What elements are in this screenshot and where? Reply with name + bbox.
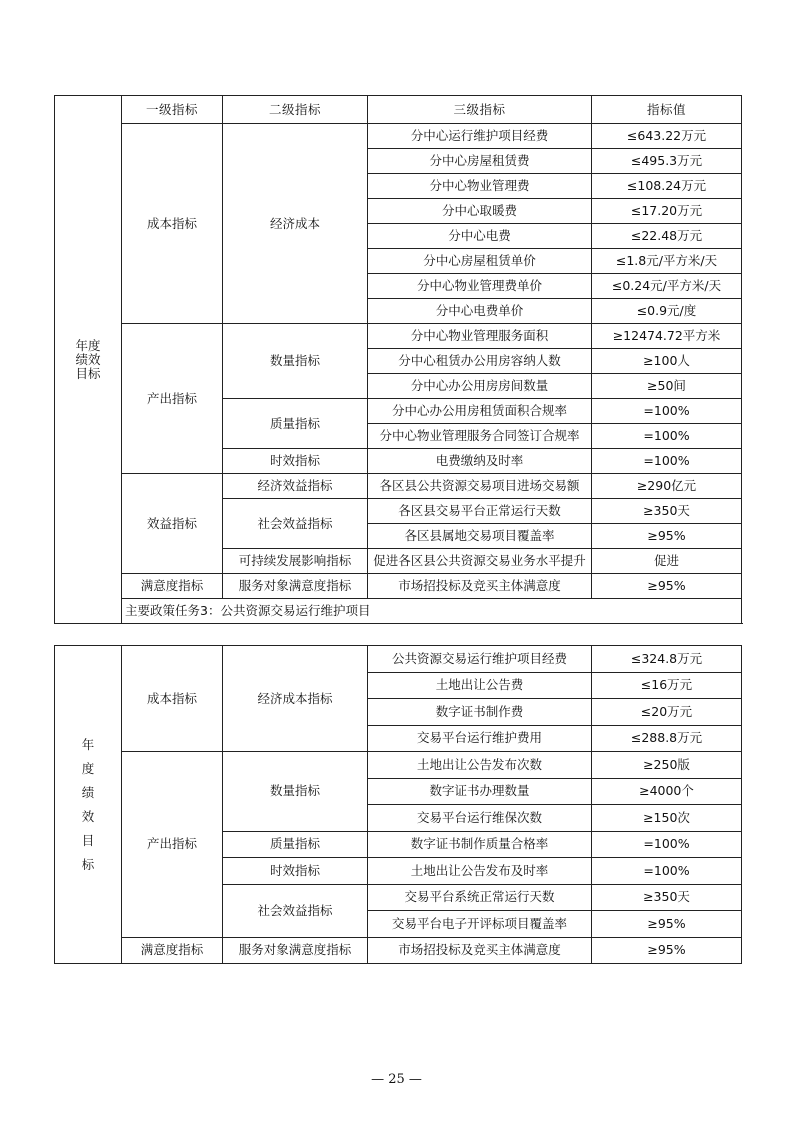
- indicator-name: 分中心租赁办公用房容纳人数: [368, 349, 592, 374]
- indicator-value: =100%: [592, 424, 742, 449]
- level1-cost: 成本指标: [122, 646, 223, 752]
- level2-service-satisfaction: 服务对象满意度指标: [223, 937, 368, 964]
- level2-social-benefit: 社会效益指标: [223, 884, 368, 937]
- indicator-value: =100%: [592, 858, 742, 885]
- performance-table-2: [54, 645, 742, 964]
- indicator-value: ≤16万元: [592, 672, 742, 699]
- indicator-name: 分中心运行维护项目经费: [368, 124, 592, 149]
- section-char: 绩: [81, 784, 95, 800]
- header-level3: 三级指标: [368, 96, 592, 124]
- level1-output: 产出指标: [122, 324, 223, 474]
- indicator-name: 分中心房屋租赁单价: [368, 249, 592, 274]
- indicator-value: ≥100人: [592, 349, 742, 374]
- level1-satisfaction: 满意度指标: [122, 574, 223, 599]
- indicator-name: 分中心办公用房租赁面积合规率: [368, 399, 592, 424]
- level2-sustainable: 可持续发展影响指标: [223, 549, 368, 574]
- indicator-name: 促进各区县公共资源交易业务水平提升: [368, 549, 592, 574]
- indicator-value: ≥95%: [592, 911, 742, 938]
- indicator-name: 交易平台运行维护费用: [368, 725, 592, 752]
- section-char: 度: [81, 760, 95, 776]
- indicator-name: 分中心物业管理费: [368, 174, 592, 199]
- indicator-name: 市场招投标及竞买主体满意度: [368, 937, 592, 964]
- level2-timeliness: 时效指标: [223, 858, 368, 885]
- indicator-value: ≥12474.72平方米: [592, 324, 742, 349]
- section-label-annual-goals: [55, 96, 122, 624]
- indicator-value: =100%: [592, 449, 742, 474]
- level2-economic-cost: 经济成本指标: [223, 646, 368, 752]
- indicator-value: =100%: [592, 399, 742, 424]
- indicator-name: 电费缴纳及时率: [368, 449, 592, 474]
- indicator-name: 分中心电费单价: [368, 299, 592, 324]
- indicator-value: ≤288.8万元: [592, 725, 742, 752]
- section-label-annual-goals: [55, 646, 122, 964]
- performance-table-1: [54, 95, 742, 624]
- indicator-value: ≤643.22万元: [592, 124, 742, 149]
- level2-quality: 质量指标: [223, 399, 368, 449]
- indicator-name: 分中心电费: [368, 224, 592, 249]
- indicator-name: 分中心取暖费: [368, 199, 592, 224]
- indicator-value: ≥250版: [592, 752, 742, 779]
- level2-service-satisfaction: 服务对象满意度指标: [223, 574, 368, 599]
- indicator-name: 公共资源交易运行维护项目经费: [368, 646, 592, 673]
- indicator-name: 各区县交易平台正常运行天数: [368, 499, 592, 524]
- section-line: 目标: [75, 365, 101, 381]
- level2-quality: 质量指标: [223, 831, 368, 858]
- section-line: 年度: [75, 337, 101, 353]
- indicator-name: 市场招投标及竞买主体满意度: [368, 574, 592, 599]
- indicator-value: ≥50间: [592, 374, 742, 399]
- indicator-value: ≤324.8万元: [592, 646, 742, 673]
- indicator-name: 各区县属地交易项目覆盖率: [368, 524, 592, 549]
- indicator-value: ≥290亿元: [592, 474, 742, 499]
- section-char: 年: [81, 736, 95, 752]
- section-char: 标: [81, 856, 95, 872]
- indicator-name: 土地出让公告发布次数: [368, 752, 592, 779]
- page-number: — 25 —: [371, 1072, 422, 1087]
- level2-economic-benefit: 经济效益指标: [223, 474, 368, 499]
- indicator-value: ≤1.8元/平方米/天: [592, 249, 742, 274]
- indicator-name: 土地出让公告发布及时率: [368, 858, 592, 885]
- indicator-value: ≤22.48万元: [592, 224, 742, 249]
- level1-benefit: 效益指标: [122, 474, 223, 574]
- indicator-name: 数字证书制作质量合格率: [368, 831, 592, 858]
- indicator-value: ≥95%: [592, 524, 742, 549]
- indicator-name: 交易平台电子开评标项目覆盖率: [368, 911, 592, 938]
- indicator-value: 促进: [592, 549, 742, 574]
- indicator-value: ≤0.24元/平方米/天: [592, 274, 742, 299]
- indicator-name: 土地出让公告费: [368, 672, 592, 699]
- header-level1: 一级指标: [122, 96, 223, 124]
- indicator-name: 交易平台系统正常运行天数: [368, 884, 592, 911]
- indicator-name: 分中心物业管理服务面积: [368, 324, 592, 349]
- indicator-name: 各区县公共资源交易项目进场交易额: [368, 474, 592, 499]
- indicator-value: ≥95%: [592, 574, 742, 599]
- level1-output: 产出指标: [122, 752, 223, 938]
- indicator-value: =100%: [592, 831, 742, 858]
- indicator-value: ≤17.20万元: [592, 199, 742, 224]
- indicator-value: ≤495.3万元: [592, 149, 742, 174]
- header-level2: 二级指标: [223, 96, 368, 124]
- indicator-name: 数字证书办理数量: [368, 778, 592, 805]
- policy-task-banner: 主要政策任务3：公共资源交易运行维护项目: [122, 599, 742, 624]
- level2-social-benefit: 社会效益指标: [223, 499, 368, 549]
- level2-quantity: 数量指标: [223, 752, 368, 832]
- indicator-name: 分中心物业管理服务合同签订合规率: [368, 424, 592, 449]
- level2-quantity: 数量指标: [223, 324, 368, 399]
- section-char: 效: [81, 808, 95, 824]
- indicator-name: 分中心物业管理费单价: [368, 274, 592, 299]
- indicator-value: ≥4000个: [592, 778, 742, 805]
- level1-satisfaction: 满意度指标: [122, 937, 223, 964]
- indicator-name: 交易平台运行维保次数: [368, 805, 592, 832]
- indicator-value: ≥350天: [592, 884, 742, 911]
- indicator-value: ≤108.24万元: [592, 174, 742, 199]
- indicator-name: 分中心办公用房房间数量: [368, 374, 592, 399]
- indicator-value: ≤0.9元/度: [592, 299, 742, 324]
- indicator-name: 分中心房屋租赁费: [368, 149, 592, 174]
- section-char: 目: [81, 832, 95, 848]
- indicator-name: 数字证书制作费: [368, 699, 592, 726]
- indicator-value: ≥350天: [592, 499, 742, 524]
- level1-cost: 成本指标: [122, 124, 223, 324]
- indicator-value: ≥150次: [592, 805, 742, 832]
- section-line: 绩效: [75, 351, 101, 367]
- level2-timeliness: 时效指标: [223, 449, 368, 474]
- indicator-value: ≥95%: [592, 937, 742, 964]
- indicator-value: ≤20万元: [592, 699, 742, 726]
- header-value: 指标值: [592, 96, 742, 124]
- level2-economic-cost: 经济成本: [223, 124, 368, 324]
